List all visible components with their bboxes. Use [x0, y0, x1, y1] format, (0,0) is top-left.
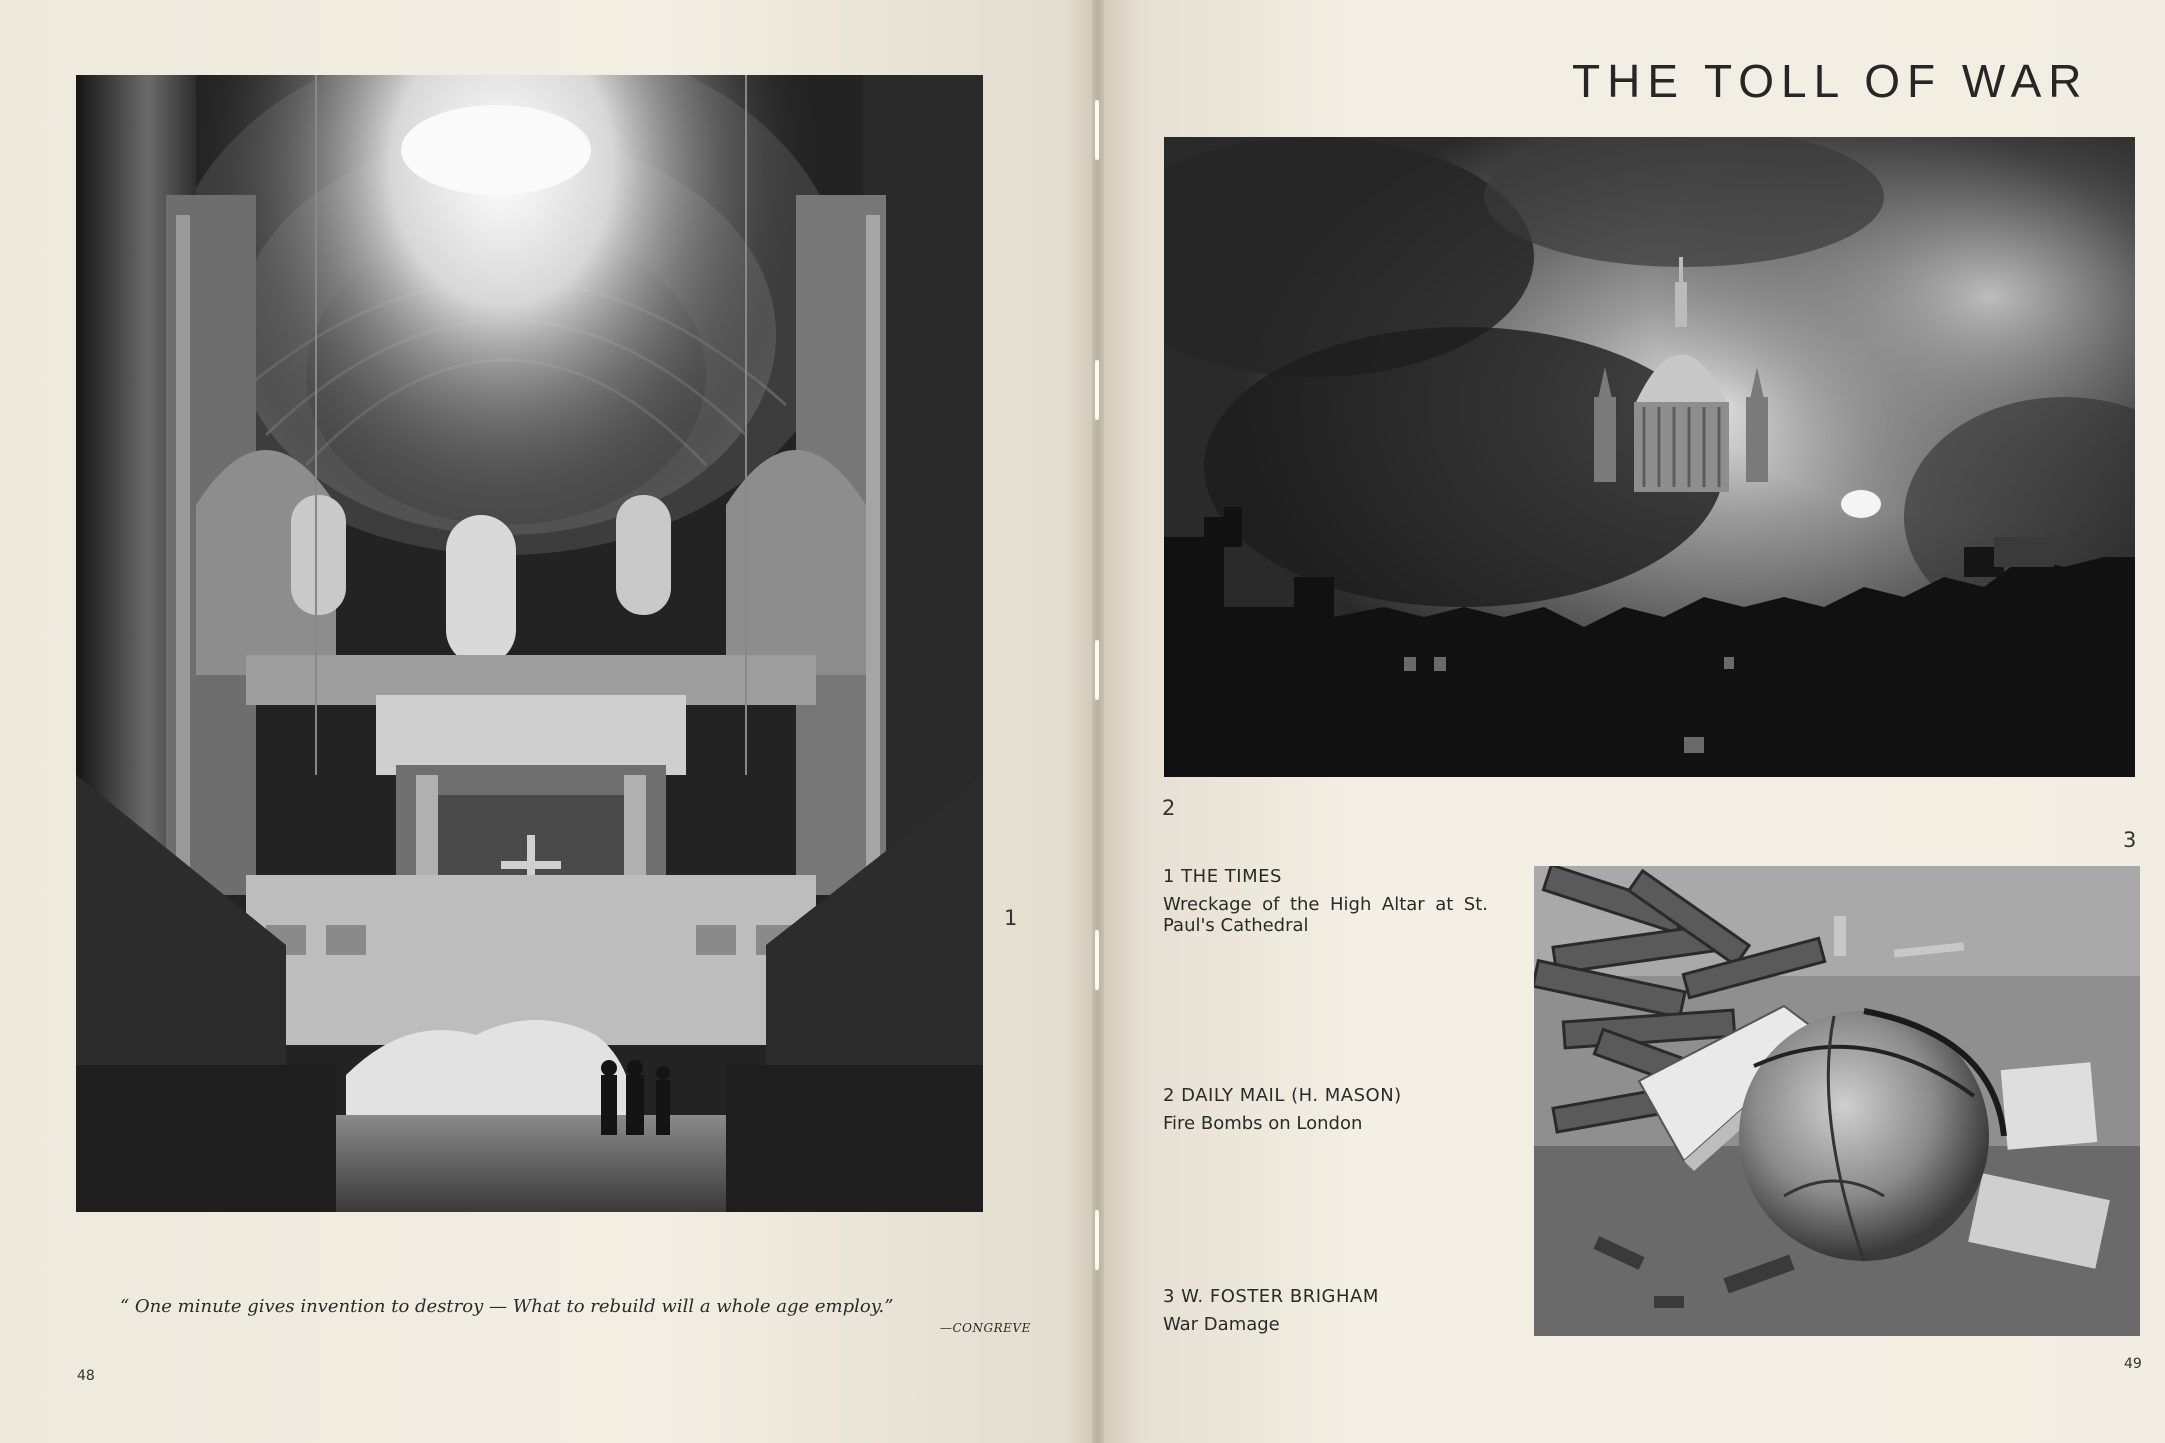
page-title: THE TOLL OF WAR [1572, 55, 2089, 107]
caption-3-body: War Damage [1163, 1314, 1280, 1335]
quote-author: —CONGREVE [940, 1321, 1031, 1335]
plate-number-1: 1 [1004, 906, 1018, 930]
caption-1-head: 1 THE TIMES [1163, 866, 1282, 887]
binding-stitch [1095, 1210, 1099, 1270]
caption-2 [1163, 1085, 1488, 1134]
caption-1 [1163, 866, 1488, 936]
caption-2-head: 2 DAILY MAIL (H. MASON) [1163, 1085, 1402, 1106]
caption-2-body: Fire Bombs on London [1163, 1113, 1363, 1134]
plate-number-2: 2 [1162, 796, 1176, 820]
congreve-quote: “ One minute gives invention to destroy — What to rebuild will a whole age employ.” [120, 1296, 894, 1317]
binding-stitch [1095, 360, 1099, 420]
fire-bombs-photo [1164, 137, 2135, 777]
binding-stitch [1095, 930, 1099, 990]
page-number-left: 48 [77, 1368, 95, 1384]
page-number-right: 49 [2124, 1356, 2142, 1372]
cathedral-altar-photo [76, 75, 983, 1212]
binding-stitch [1095, 100, 1099, 160]
war-damage-photo [1534, 866, 2140, 1336]
caption-3 [1163, 1286, 1488, 1335]
binding-stitch [1095, 640, 1099, 700]
caption-3-head: 3 W. FOSTER BRIGHAM [1163, 1286, 1379, 1307]
plate-number-3: 3 [2123, 828, 2137, 852]
caption-1-body: Wreckage of the High Altar at St. Paul's Cathedral [1163, 894, 1488, 936]
